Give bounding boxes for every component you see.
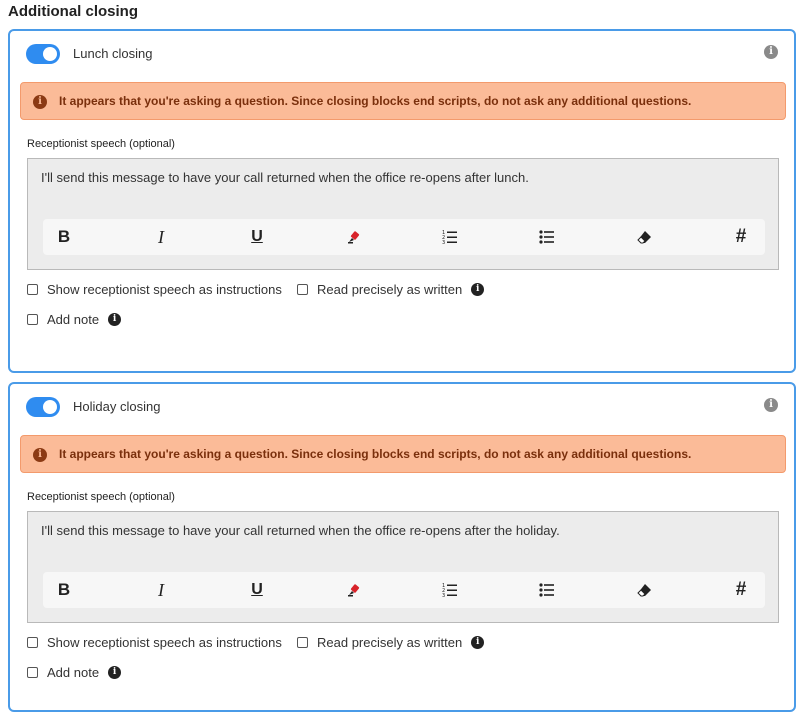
info-icon[interactable]: i xyxy=(471,636,484,649)
bullet-list-icon[interactable] xyxy=(536,226,558,248)
read-precisely-option[interactable] xyxy=(297,635,484,650)
enable-toggle[interactable] xyxy=(26,44,60,64)
toggle-knob xyxy=(43,47,57,61)
svg-text:3: 3 xyxy=(442,240,446,245)
bold-icon[interactable]: B xyxy=(57,580,71,599)
show-instructions-option[interactable] xyxy=(27,282,282,297)
add-note-label: Add note xyxy=(47,665,100,680)
eraser-icon[interactable] xyxy=(633,579,655,601)
italic-icon[interactable]: I xyxy=(158,226,164,247)
format-toolbar xyxy=(43,219,765,255)
svg-text:2: 2 xyxy=(442,235,446,241)
add-note-label: Add note xyxy=(47,312,100,327)
info-icon[interactable]: i xyxy=(108,666,121,679)
format-toolbar xyxy=(43,572,765,608)
eraser-icon[interactable] xyxy=(633,226,655,248)
block-name: Holiday closing xyxy=(73,399,161,414)
ordered-list-icon[interactable] xyxy=(439,226,461,248)
read-precisely-option[interactable] xyxy=(297,282,484,297)
show-instructions-label: Show receptionist speech as instructions xyxy=(47,635,282,650)
speech-label: Receptionist speech (optional) xyxy=(27,491,175,503)
svg-text:1: 1 xyxy=(442,230,446,236)
info-icon[interactable]: i xyxy=(108,313,121,326)
show-instructions-option[interactable] xyxy=(27,635,282,650)
speech-text[interactable]: I'll send this message to have your call returned when the office re-opens after the holiday. xyxy=(41,523,560,538)
add-note-checkbox[interactable] xyxy=(27,667,38,678)
read-precisely-label: Read precisely as written xyxy=(317,635,463,650)
read-precisely-checkbox[interactable] xyxy=(297,637,308,648)
ordered-list-icon[interactable] xyxy=(439,579,461,601)
toggle-knob xyxy=(43,400,57,414)
italic-icon[interactable]: I xyxy=(158,579,164,600)
show-instructions-checkbox[interactable] xyxy=(27,637,38,648)
speech-editor[interactable] xyxy=(27,511,779,623)
warning-info-icon: i xyxy=(33,448,47,462)
warning-banner xyxy=(20,82,786,120)
underline-icon[interactable]: U xyxy=(251,228,263,245)
speech-text[interactable]: I'll send this message to have your call returned when the office re-opens after lunch. xyxy=(41,170,529,185)
highlighter-icon[interactable] xyxy=(343,226,365,248)
speech-editor[interactable] xyxy=(27,158,779,270)
show-instructions-checkbox[interactable] xyxy=(27,284,38,295)
warning-text: It appears that you're asking a question. Since closing blocks end scripts, do not ask any additional questions. xyxy=(59,94,692,108)
svg-text:2: 2 xyxy=(442,588,446,594)
warning-banner xyxy=(20,435,786,473)
hash-icon[interactable]: # xyxy=(735,579,747,600)
bullet-list-icon[interactable] xyxy=(536,579,558,601)
info-icon[interactable]: i xyxy=(764,45,778,59)
enable-toggle[interactable] xyxy=(26,397,60,417)
read-precisely-label: Read precisely as written xyxy=(317,282,463,297)
highlighter-icon[interactable] xyxy=(343,579,365,601)
info-icon[interactable]: i xyxy=(471,283,484,296)
add-note-option[interactable] xyxy=(27,665,121,680)
closing-block-holiday xyxy=(8,382,796,712)
hash-icon[interactable]: # xyxy=(735,226,747,247)
info-icon[interactable]: i xyxy=(764,398,778,412)
read-precisely-checkbox[interactable] xyxy=(297,284,308,295)
section-title: Additional closing xyxy=(8,3,138,20)
warning-text: It appears that you're asking a question. Since closing blocks end scripts, do not ask any additional questions. xyxy=(59,447,692,461)
svg-text:3: 3 xyxy=(442,593,446,598)
warning-info-icon: i xyxy=(33,95,47,109)
speech-label: Receptionist speech (optional) xyxy=(27,138,175,150)
show-instructions-label: Show receptionist speech as instructions xyxy=(47,282,282,297)
add-note-checkbox[interactable] xyxy=(27,314,38,325)
bold-icon[interactable]: B xyxy=(57,227,71,246)
block-name: Lunch closing xyxy=(73,46,153,61)
svg-text:1: 1 xyxy=(442,583,446,589)
add-note-option[interactable] xyxy=(27,312,121,327)
closing-block-lunch xyxy=(8,29,796,373)
underline-icon[interactable]: U xyxy=(251,581,263,598)
